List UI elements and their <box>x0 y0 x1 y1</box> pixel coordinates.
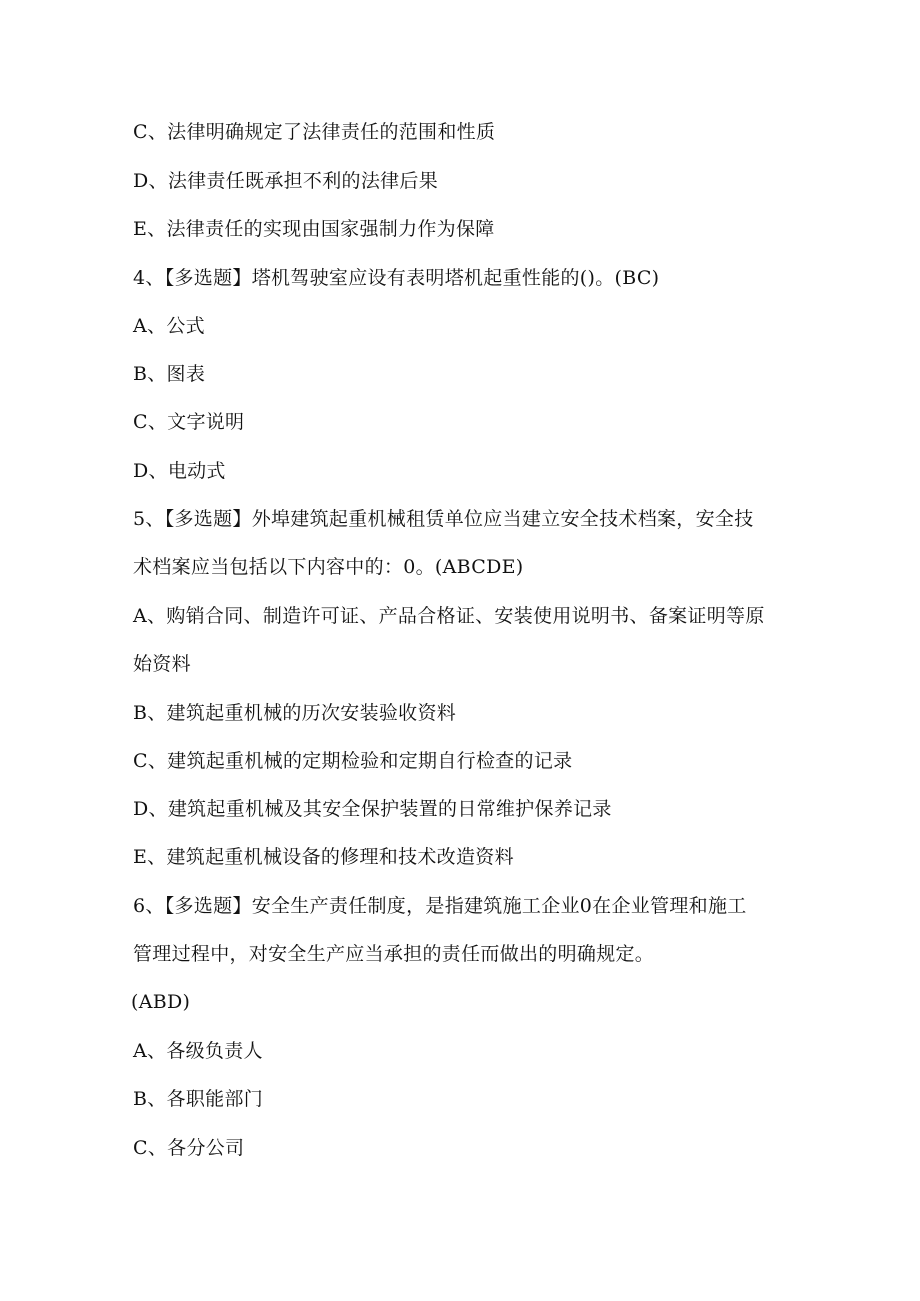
question-line-cont: 管理过程中，对安全生产应当承担的责任而做出的明确规定。 <box>133 943 655 965</box>
option-line: C、建筑起重机械的定期检验和定期自行检查的记录 <box>133 750 573 772</box>
option-line: B、图表 <box>133 363 206 385</box>
question-line-cont: 术档案应当包括以下内容中的：0。(ABCDE) <box>133 556 524 578</box>
option-line: C、法律明确规定了法律责任的范围和性质 <box>133 121 496 143</box>
option-line: D、法律责任既承担不利的法律后果 <box>133 170 439 192</box>
option-line: B、建筑起重机械的历次安装验收资料 <box>133 702 457 724</box>
option-line: D、建筑起重机械及其安全保护装置的日常维护保养记录 <box>133 798 612 820</box>
option-line: E、法律责任的实现由国家强制力作为保障 <box>133 218 495 240</box>
option-line: C、文字说明 <box>133 411 245 433</box>
option-line: A、各级负责人 <box>133 1040 263 1062</box>
option-line: B、各职能部门 <box>133 1088 264 1110</box>
question-line: 5、【多选题】外埠建筑起重机械租赁单位应当建立安全技术档案，安全技 <box>133 508 754 530</box>
option-line: E、建筑起重机械设备的修理和技术改造资料 <box>133 846 514 868</box>
question-line: 6、【多选题】安全生产责任制度，是指建筑施工企业0在企业管理和施工 <box>133 895 747 917</box>
option-line: C、各分公司 <box>133 1137 245 1159</box>
question-line: 4、【多选题】塔机驾驶室应设有表明塔机起重性能的()。(BC) <box>133 267 660 289</box>
option-line: A、公式 <box>133 315 205 337</box>
option-line: A、购销合同、制造许可证、产品合格证、安装使用说明书、备案证明等原 <box>133 605 765 627</box>
option-line-cont: 始资料 <box>133 653 191 675</box>
option-line: D、电动式 <box>133 460 226 482</box>
answer-line: (ABD) <box>131 991 191 1013</box>
